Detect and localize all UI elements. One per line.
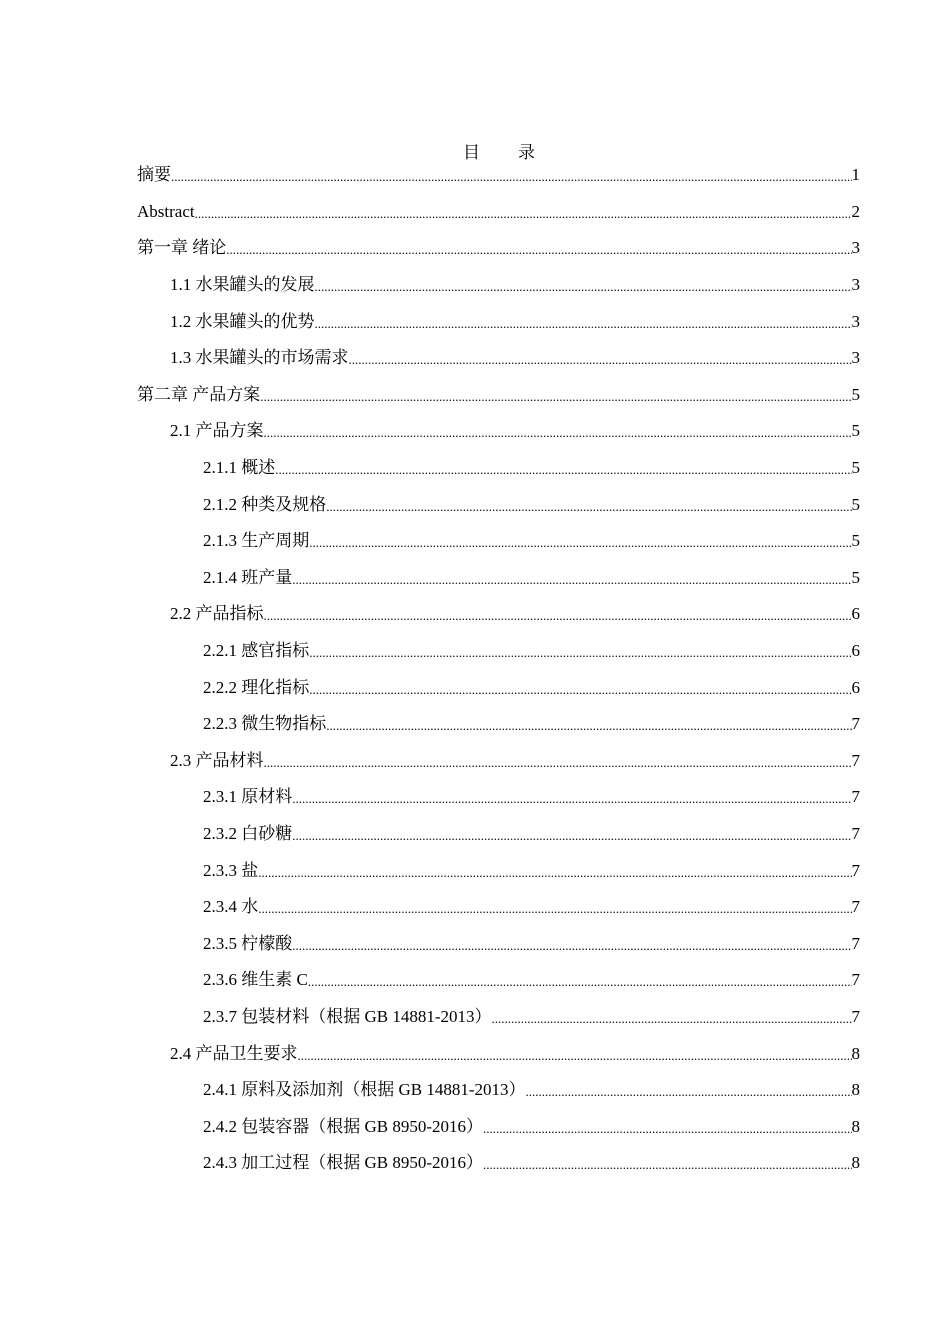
toc-entry-page-number: 5 (851, 384, 860, 404)
toc-entry[interactable] (137, 925, 860, 962)
toc-entry[interactable] (137, 267, 860, 304)
toc-leader-dots (492, 1009, 852, 1029)
toc-entry-label: 2.1.2 种类及规格 (203, 494, 327, 514)
toc-title-left: 目 (463, 143, 480, 162)
toc-entry-page-number: 7 (851, 823, 860, 843)
toc-entry-page-number: 3 (851, 311, 860, 331)
toc-leader-dots (309, 533, 851, 553)
toc-entry-page-number: 1 (851, 165, 860, 185)
toc-entry-label: 2.3.1 原材料 (203, 787, 293, 807)
toc-leader-dots (258, 899, 851, 919)
toc-leader-dots (258, 863, 851, 883)
toc-entry-label: 2.4.2 包装容器（根据 GB 8950-2016） (203, 1116, 484, 1136)
toc-entry[interactable] (137, 303, 860, 340)
toc-leader-dots (292, 789, 851, 809)
toc-entry-page-number: 3 (851, 348, 860, 368)
toc-entry[interactable] (137, 194, 860, 231)
toc-entry-label: 2.3.4 水 (203, 897, 259, 917)
toc-entry-page-number: 6 (851, 641, 860, 661)
toc-entry-page-number: 8 (851, 1043, 860, 1063)
toc-entry-page-number: 5 (851, 531, 860, 551)
toc-leader-dots (264, 606, 852, 626)
toc-leader-dots (308, 972, 852, 992)
toc-entry-page-number: 7 (851, 933, 860, 953)
toc-entry-page-number: 8 (851, 1153, 860, 1173)
toc-entry-label: 第二章 产品方案 (137, 384, 261, 404)
toc-entry-page-number: 7 (851, 750, 860, 770)
toc-leader-dots (483, 1119, 851, 1139)
toc-entry-page-number: 6 (851, 604, 860, 624)
toc-entry-label: 1.1 水果罐头的发展 (170, 275, 315, 295)
toc-entry-label: 1.3 水果罐头的市场需求 (170, 348, 349, 368)
toc-entry-label: 2.3.5 柠檬酸 (203, 933, 293, 953)
toc-entry-label: 摘要 (137, 165, 171, 185)
toc-entry-label: 2.2.3 微生物指标 (203, 714, 327, 734)
toc-leader-dots (260, 387, 851, 407)
toc-entry[interactable] (137, 486, 860, 523)
toc-entry-page-number: 5 (851, 494, 860, 514)
toc-entry[interactable] (137, 560, 860, 597)
toc-entry-page-number: 5 (851, 458, 860, 478)
toc-leader-dots (309, 680, 851, 700)
toc-leader-dots (326, 716, 851, 736)
toc-entry[interactable] (137, 596, 860, 633)
toc-entry[interactable] (137, 340, 860, 377)
toc-leader-dots (315, 277, 852, 297)
toc-leader-dots (226, 240, 851, 260)
toc-entry[interactable] (137, 1072, 860, 1109)
toc-entry-label: 2.3.6 维生素 C (203, 970, 308, 990)
toc-entry-label: 1.2 水果罐头的优势 (170, 311, 315, 331)
toc-entry-page-number: 5 (851, 421, 860, 441)
table-of-contents (137, 157, 860, 1182)
toc-entry-label: 2.2.1 感官指标 (203, 641, 310, 661)
toc-leader-dots (264, 423, 852, 443)
toc-entry[interactable] (137, 1145, 860, 1182)
toc-leader-dots (275, 460, 851, 480)
toc-entry-page-number: 7 (851, 970, 860, 990)
toc-entry[interactable] (137, 157, 860, 194)
toc-entry[interactable] (137, 852, 860, 889)
toc-entry-label: 2.4.1 原料及添加剂（根据 GB 14881-2013） (203, 1080, 526, 1100)
toc-entry-label: Abstract (137, 201, 195, 221)
toc-entry-page-number: 7 (851, 787, 860, 807)
toc-leader-dots (526, 1082, 852, 1102)
toc-leader-dots (292, 936, 851, 956)
toc-leader-dots (315, 314, 852, 334)
toc-leader-dots (483, 1155, 851, 1175)
toc-entry-page-number: 2 (851, 201, 860, 221)
toc-entry[interactable] (137, 779, 860, 816)
toc-entry-page-number: 8 (851, 1116, 860, 1136)
toc-entry-label: 2.1.3 生产周期 (203, 531, 310, 551)
toc-entry[interactable] (137, 706, 860, 743)
toc-leader-dots (326, 497, 851, 517)
toc-entry-page-number: 8 (851, 1080, 860, 1100)
toc-leader-dots (292, 570, 851, 590)
toc-title-right: 录 (518, 143, 535, 162)
toc-entry-page-number: 6 (851, 677, 860, 697)
toc-entry[interactable] (137, 230, 860, 267)
toc-entry-label: 2.3.3 盐 (203, 860, 259, 880)
toc-leader-dots (298, 1046, 852, 1066)
toc-entry-label: 2.1 产品方案 (170, 421, 264, 441)
toc-leader-dots (195, 204, 852, 224)
toc-entry-page-number: 3 (851, 238, 860, 258)
toc-entry-label: 2.1.4 班产量 (203, 567, 293, 587)
toc-entry[interactable] (137, 1108, 860, 1145)
toc-entry-label: 2.3 产品材料 (170, 750, 264, 770)
toc-entry-label: 2.4.3 加工过程（根据 GB 8950-2016） (203, 1153, 484, 1173)
toc-entry[interactable] (137, 523, 860, 560)
toc-entry-page-number: 5 (851, 567, 860, 587)
toc-entry-label: 2.1.1 概述 (203, 458, 276, 478)
toc-leader-dots (309, 643, 851, 663)
toc-entry-page-number: 3 (851, 275, 860, 295)
toc-entry[interactable] (137, 889, 860, 926)
toc-entry-label: 2.2 产品指标 (170, 604, 264, 624)
toc-leader-dots (171, 167, 852, 187)
toc-entry-label: 第一章 绪论 (137, 238, 227, 258)
toc-entry[interactable] (137, 450, 860, 487)
toc-entry-page-number: 7 (851, 860, 860, 880)
toc-entry[interactable] (137, 633, 860, 670)
toc-entry[interactable] (137, 1035, 860, 1072)
toc-leader-dots (292, 826, 851, 846)
toc-entry-label: 2.2.2 理化指标 (203, 677, 310, 697)
toc-entry[interactable] (137, 413, 860, 450)
toc-entry-label: 2.4 产品卫生要求 (170, 1043, 298, 1063)
toc-entry[interactable] (137, 377, 860, 414)
toc-entry-label: 2.3.7 包装材料（根据 GB 14881-2013） (203, 1006, 492, 1026)
toc-entry-page-number: 7 (851, 897, 860, 917)
toc-entry[interactable] (137, 743, 860, 780)
toc-leader-dots (349, 350, 852, 370)
toc-entry-page-number: 7 (851, 1006, 860, 1026)
toc-entry[interactable] (137, 999, 860, 1036)
toc-entry-page-number: 7 (851, 714, 860, 734)
toc-entry[interactable] (137, 962, 860, 999)
toc-entry[interactable] (137, 816, 860, 853)
toc-entry-label: 2.3.2 白砂糖 (203, 823, 293, 843)
toc-entry[interactable] (137, 669, 860, 706)
toc-leader-dots (264, 753, 852, 773)
